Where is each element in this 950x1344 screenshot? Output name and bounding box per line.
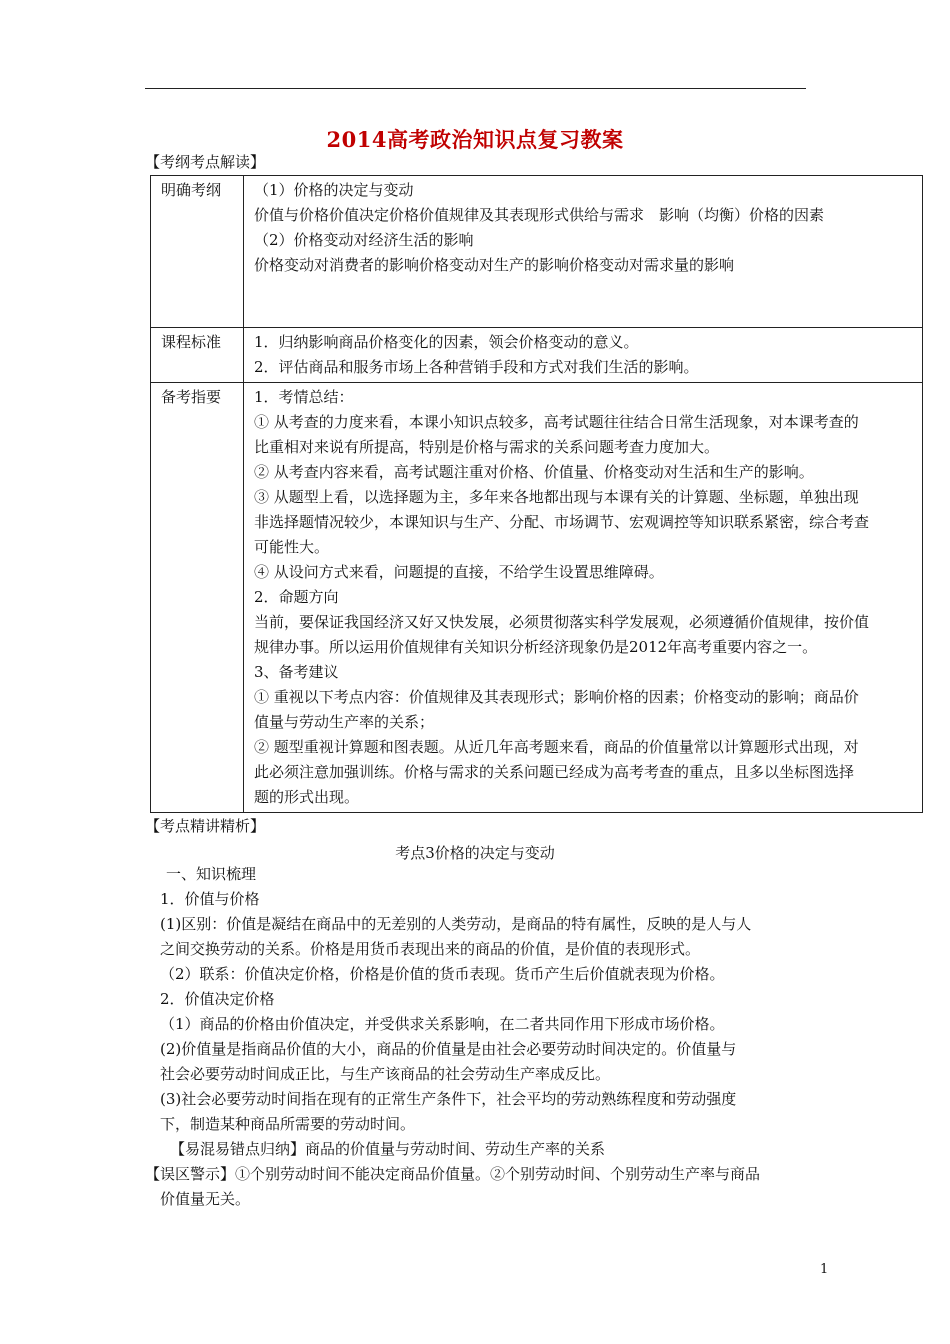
row-content xyxy=(244,383,923,813)
outline-table xyxy=(150,175,923,813)
table-row xyxy=(151,328,923,383)
paragraph: (3)社会必要劳动时间指在现有的正常生产条件下，社会平均的劳动熟练程度和劳动强度 xyxy=(160,1090,737,1108)
paragraph: (2)价值量是指商品价值的大小，商品的价值量是由社会必要劳动时间决定的。价值量与 xyxy=(160,1040,737,1058)
paragraph: （2）联系：价值决定价格，价格是价值的货币表现。货币产生后价值就表现为价格。 xyxy=(160,965,725,983)
page-number: 1 xyxy=(820,1262,829,1277)
cell-line: 非选择题情况较少，本课知识与生产、分配、市场调节、宏观调控等知识联系紧密，综合考查 xyxy=(254,513,870,531)
cell-line: 2．命题方向 xyxy=(254,588,339,606)
cell-line: ② 题型重视计算题和图表题。从近几年高考题来看，商品的价值量常以计算题形式出现，对 xyxy=(254,738,859,756)
row-content xyxy=(244,328,923,383)
cell-line: 规律办事。所以运用价值规律有关知识分析经济现象仍是2012年高考重要内容之一。 xyxy=(254,638,818,656)
cell-line: 比重相对来说有所提高，特别是价格与需求的关系问题考查力度加大。 xyxy=(254,438,720,456)
table-row xyxy=(151,176,923,328)
body-content xyxy=(145,862,810,1212)
paragraph: 【误区警示】①个别劳动时间不能决定商品价值量。②个别劳动时间、个别劳动生产率与商品 xyxy=(145,1165,761,1183)
table-row xyxy=(151,383,923,813)
topic-title: 考点3价格的决定与变动 xyxy=(395,844,555,862)
cell-line: 价值与价格价值决定价格价值规律及其表现形式供给与需求 影响（均衡）价格的因素 xyxy=(254,206,825,224)
cell-line: 当前，要保证我国经济又好又快发展，必须贯彻落实科学发展观，必须遵循价值规律，按价值 xyxy=(254,613,870,631)
cell-line: 1．归纳影响商品价格变化的因素，领会价格变动的意义。 xyxy=(254,333,639,351)
paragraph: 之间交换劳动的关系。价格是用货币表现出来的商品的价值，是价值的表现形式。 xyxy=(160,940,701,958)
paragraph: (1)区别：价值是凝结在商品中的无差别的人类劳动，是商品的特有属性，反映的是人与人 xyxy=(160,915,752,933)
paragraph: 价值量无关。 xyxy=(160,1190,251,1208)
cell-line: ④ 从设问方式来看，问题提的直接，不给学生设置思维障碍。 xyxy=(254,563,664,581)
row-head: 课程标准 xyxy=(151,328,244,383)
paragraph: 【易混易错点归纳】商品的价值量与劳动时间、劳动生产率的关系 xyxy=(170,1140,606,1158)
cell-line: 此必须注意加强训练。价格与需求的关系问题已经成为高考考查的重点，且多以坐标图选择 xyxy=(254,763,855,781)
paragraph: 1．价值与价格 xyxy=(160,890,260,908)
cell-line: 2．评估商品和服务市场上各种营销手段和方式对我们生活的影响。 xyxy=(254,358,699,376)
cell-line: （2）价格变动对经济生活的影响 xyxy=(254,231,474,249)
section-heading-outline: 【考纲考点解读】 xyxy=(145,153,266,171)
paragraph: 2．价值决定价格 xyxy=(160,990,275,1008)
cell-line: 1．考情总结： xyxy=(254,388,354,406)
cell-line: 题的形式出现。 xyxy=(254,788,360,806)
paragraph: 一、知识梳理 xyxy=(166,865,257,883)
cell-line: 可能性大。 xyxy=(254,538,330,556)
cell-line: ① 从考查的力度来看，本课小知识点较多，高考试题往往结合日常生活现象，对本课考查的 xyxy=(254,413,859,431)
cell-line: （1）价格的决定与变动 xyxy=(254,181,414,199)
row-head: 明确考纲 xyxy=(151,176,244,328)
cell-line: ③ 从题型上看，以选择题为主，多年来各地都出现与本课有关的计算题、坐标题，单独出现 xyxy=(254,488,859,506)
row-content xyxy=(244,176,923,328)
cell-line: ① 重视以下考点内容：价值规律及其表现形式；影响价格的因素；价格变动的影响；商品价 xyxy=(254,688,859,706)
cell-line: ② 从考查内容来看，高考试题注重对价格、价值量、价格变动对生活和生产的影响。 xyxy=(254,463,814,481)
cell-line: 3、备考建议 xyxy=(254,663,339,681)
paragraph: 社会必要劳动时间成正比，与生产该商品的社会劳动生产率成反比。 xyxy=(160,1065,611,1083)
header-rule xyxy=(145,88,806,89)
paragraph: （1）商品的价格由价值决定，并受供求关系影响，在二者共同作用下形成市场价格。 xyxy=(160,1015,725,1033)
section-heading-analysis: 【考点精讲精析】 xyxy=(145,817,266,835)
paragraph: 下，制造某种商品所需要的劳动时间。 xyxy=(160,1115,416,1133)
row-head: 备考指要 xyxy=(151,383,244,813)
cell-line: 值量与劳动生产率的关系； xyxy=(254,713,435,731)
cell-line: 价格变动对消费者的影响价格变动对生产的影响价格变动对需求量的影响 xyxy=(254,256,735,274)
document-title: 2014高考政治知识点复习教案 xyxy=(326,127,624,152)
